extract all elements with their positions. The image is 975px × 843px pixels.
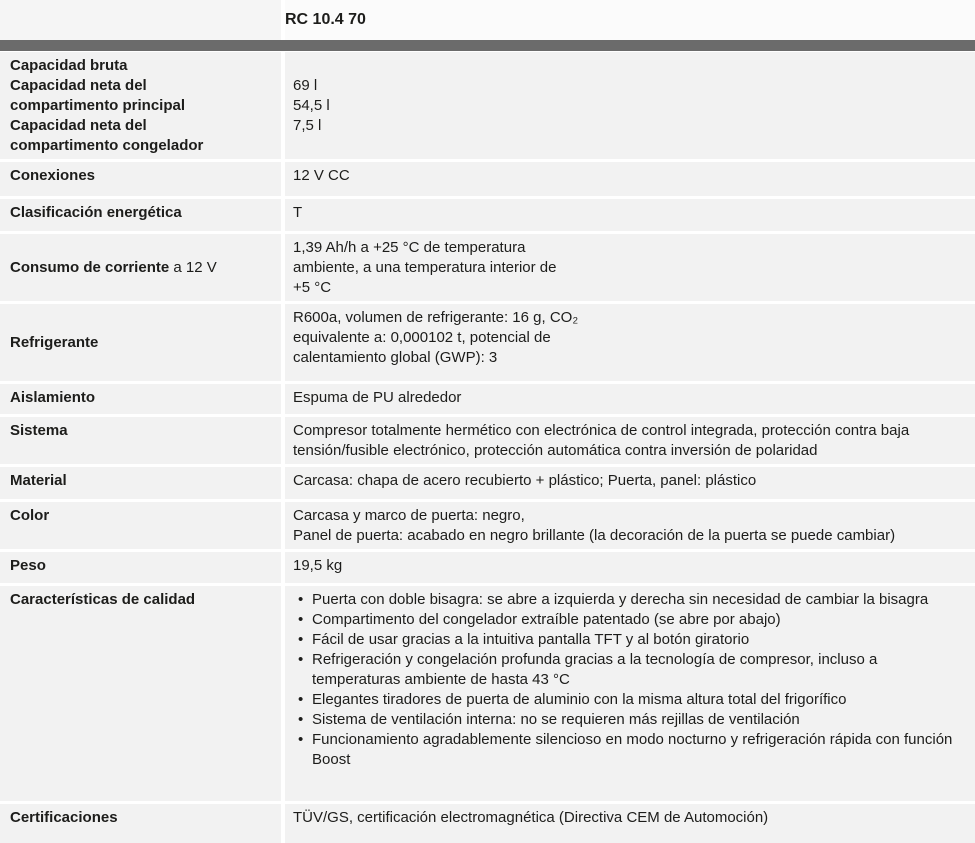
spec-label-insulation: [0, 384, 281, 414]
spec-value-line: ambiente, a una temperatura interior de: [293, 259, 557, 276]
quality-features-list: [293, 590, 968, 770]
spec-label-color: [0, 502, 281, 549]
spec-value-line: +5 °C: [293, 279, 332, 296]
spec-value-material: [285, 467, 975, 499]
spec-label-line: compartimento congelador: [10, 137, 204, 154]
spec-label-material: [0, 467, 281, 499]
table-header-row: [0, 0, 975, 40]
spec-label-text: Color: [10, 507, 50, 524]
spec-row-insulation: [0, 384, 975, 414]
quality-feature-item: • Refrigeración y congelación profunda gracias a la tecnología de compresor, incluso a temperaturas ambiente de hasta 43 °C: [293, 650, 968, 690]
spec-row-current-consumption: [0, 234, 975, 301]
quality-feature-item: • Compartimento del congelador extraíble patentado (se abre por abajo): [293, 610, 968, 630]
spec-value-line: 1,39 Ah/h a +25 °C de temperatura: [293, 239, 526, 256]
header-empty-cell: [0, 0, 281, 40]
spec-value-line: Carcasa y marco de puerta: negro,: [293, 507, 525, 524]
spec-value-line: [293, 56, 968, 76]
spec-label-text: Conexiones: [10, 167, 96, 184]
spec-label-text: Sistema: [10, 422, 68, 439]
spec-value-current-consumption: [285, 234, 975, 301]
spec-value-energy-class: [285, 199, 975, 231]
header-divider-bar: [0, 40, 975, 51]
spec-row-color: [0, 502, 975, 549]
quality-feature-item: • Funcionamiento agradablemente silencioso en modo nocturno y refrigeración rápida con función Boost: [293, 730, 968, 770]
spec-label-text: Consumo de corriente a 12 V: [10, 259, 217, 276]
spec-label-line: Capacidad bruta: [10, 57, 128, 74]
quality-feature-item: • Puerta con doble bisagra: se abre a izquierda y derecha sin necesidad de cambiar la bisagra: [293, 590, 968, 610]
spec-row-energy-class: [0, 199, 975, 231]
spec-value-connections: [285, 162, 975, 196]
spec-value-capacity: [285, 52, 975, 159]
spec-row-certifications: [0, 804, 975, 843]
spec-row-system: [0, 417, 975, 464]
spec-row-quality-features: [0, 586, 975, 801]
spec-label-connections: [0, 162, 281, 196]
spec-row-material: [0, 467, 975, 499]
spec-value-line: 69 l: [293, 77, 318, 94]
spec-value-quality-features: [285, 586, 975, 801]
spec-value-line: 7,5 l: [293, 117, 322, 134]
spec-label-line: Capacidad neta del: [10, 117, 147, 134]
quality-feature-item: • Elegantes tiradores de puerta de aluminio con la misma altura total del frigorífico: [293, 690, 968, 710]
spec-value-text: 12 V CC: [293, 167, 350, 184]
spec-value-text: TÜV/GS, certificación electromagnética (Directiva CEM de Automoción): [293, 809, 769, 826]
spec-label-text: Certificaciones: [10, 809, 118, 826]
spec-label-text: Clasificación energética: [10, 204, 182, 221]
spec-label-current-consumption: [0, 234, 281, 301]
spec-value-weight: [285, 552, 975, 583]
spec-value-line: Panel de puerta: acabado en negro brillante (la decoración de la puerta se puede cambiar): [293, 527, 896, 544]
spec-value-text: Compresor totalmente hermético con electrónica de control integrada, protección contra baja tensión/fusible electrónico, protección automática contra inversión de polaridad: [293, 422, 910, 459]
quality-feature-item: • Sistema de ventilación interna: no se requieren más rejillas de ventilación: [293, 710, 968, 730]
quality-feature-item: • Fácil de usar gracias a la intuitiva pantalla TFT y al botón giratorio: [293, 630, 968, 650]
spec-label-capacity: [0, 52, 281, 159]
spec-label-system: [0, 417, 281, 464]
spec-value-text: Espuma de PU alrededor: [293, 389, 462, 406]
spec-value-certifications: [285, 804, 975, 843]
spec-label-text: Material: [10, 472, 67, 489]
spec-value-text: Carcasa: chapa de acero recubierto + plástico; Puerta, panel: plástico: [293, 472, 757, 489]
spec-value-system: [285, 417, 975, 464]
spec-label-text: Características de calidad: [10, 591, 196, 608]
spec-label-text: Peso: [10, 557, 46, 574]
spec-value-color: [285, 502, 975, 549]
spec-value-refrigerant: [285, 304, 975, 381]
spec-label-quality-features: [0, 586, 281, 801]
spec-value-text: 19,5 kg: [293, 557, 343, 574]
spec-value-line: equivalente a: 0,000102 t, potencial de: [293, 329, 551, 346]
spec-label-line: compartimento principal: [10, 97, 186, 114]
product-title: RC 10.4 70: [285, 11, 366, 28]
spec-value-line: 54,5 l: [293, 97, 330, 114]
spec-value-text: T: [293, 204, 303, 221]
spec-label-refrigerant: [0, 304, 281, 381]
spec-label-text: Aislamiento: [10, 389, 96, 406]
spec-label-certifications: [0, 804, 281, 843]
spec-value-insulation: [285, 384, 975, 414]
spec-row-capacity: [0, 52, 975, 159]
spec-label-energy-class: [0, 199, 281, 231]
spec-row-connections: [0, 162, 975, 196]
spec-label-weight: [0, 552, 281, 583]
spec-row-refrigerant: [0, 304, 975, 381]
spec-row-weight: [0, 552, 975, 583]
spec-value-line: calentamiento global (GWP): 3: [293, 349, 498, 366]
spec-label-line: Capacidad neta del: [10, 77, 147, 94]
spec-label-suffix: a 12 V: [169, 259, 217, 276]
spec-value-line: R600a, volumen de refrigerante: 16 g, CO₂: [293, 309, 579, 326]
header-product-cell: [285, 0, 975, 40]
spec-label-text: Refrigerante: [10, 334, 99, 351]
